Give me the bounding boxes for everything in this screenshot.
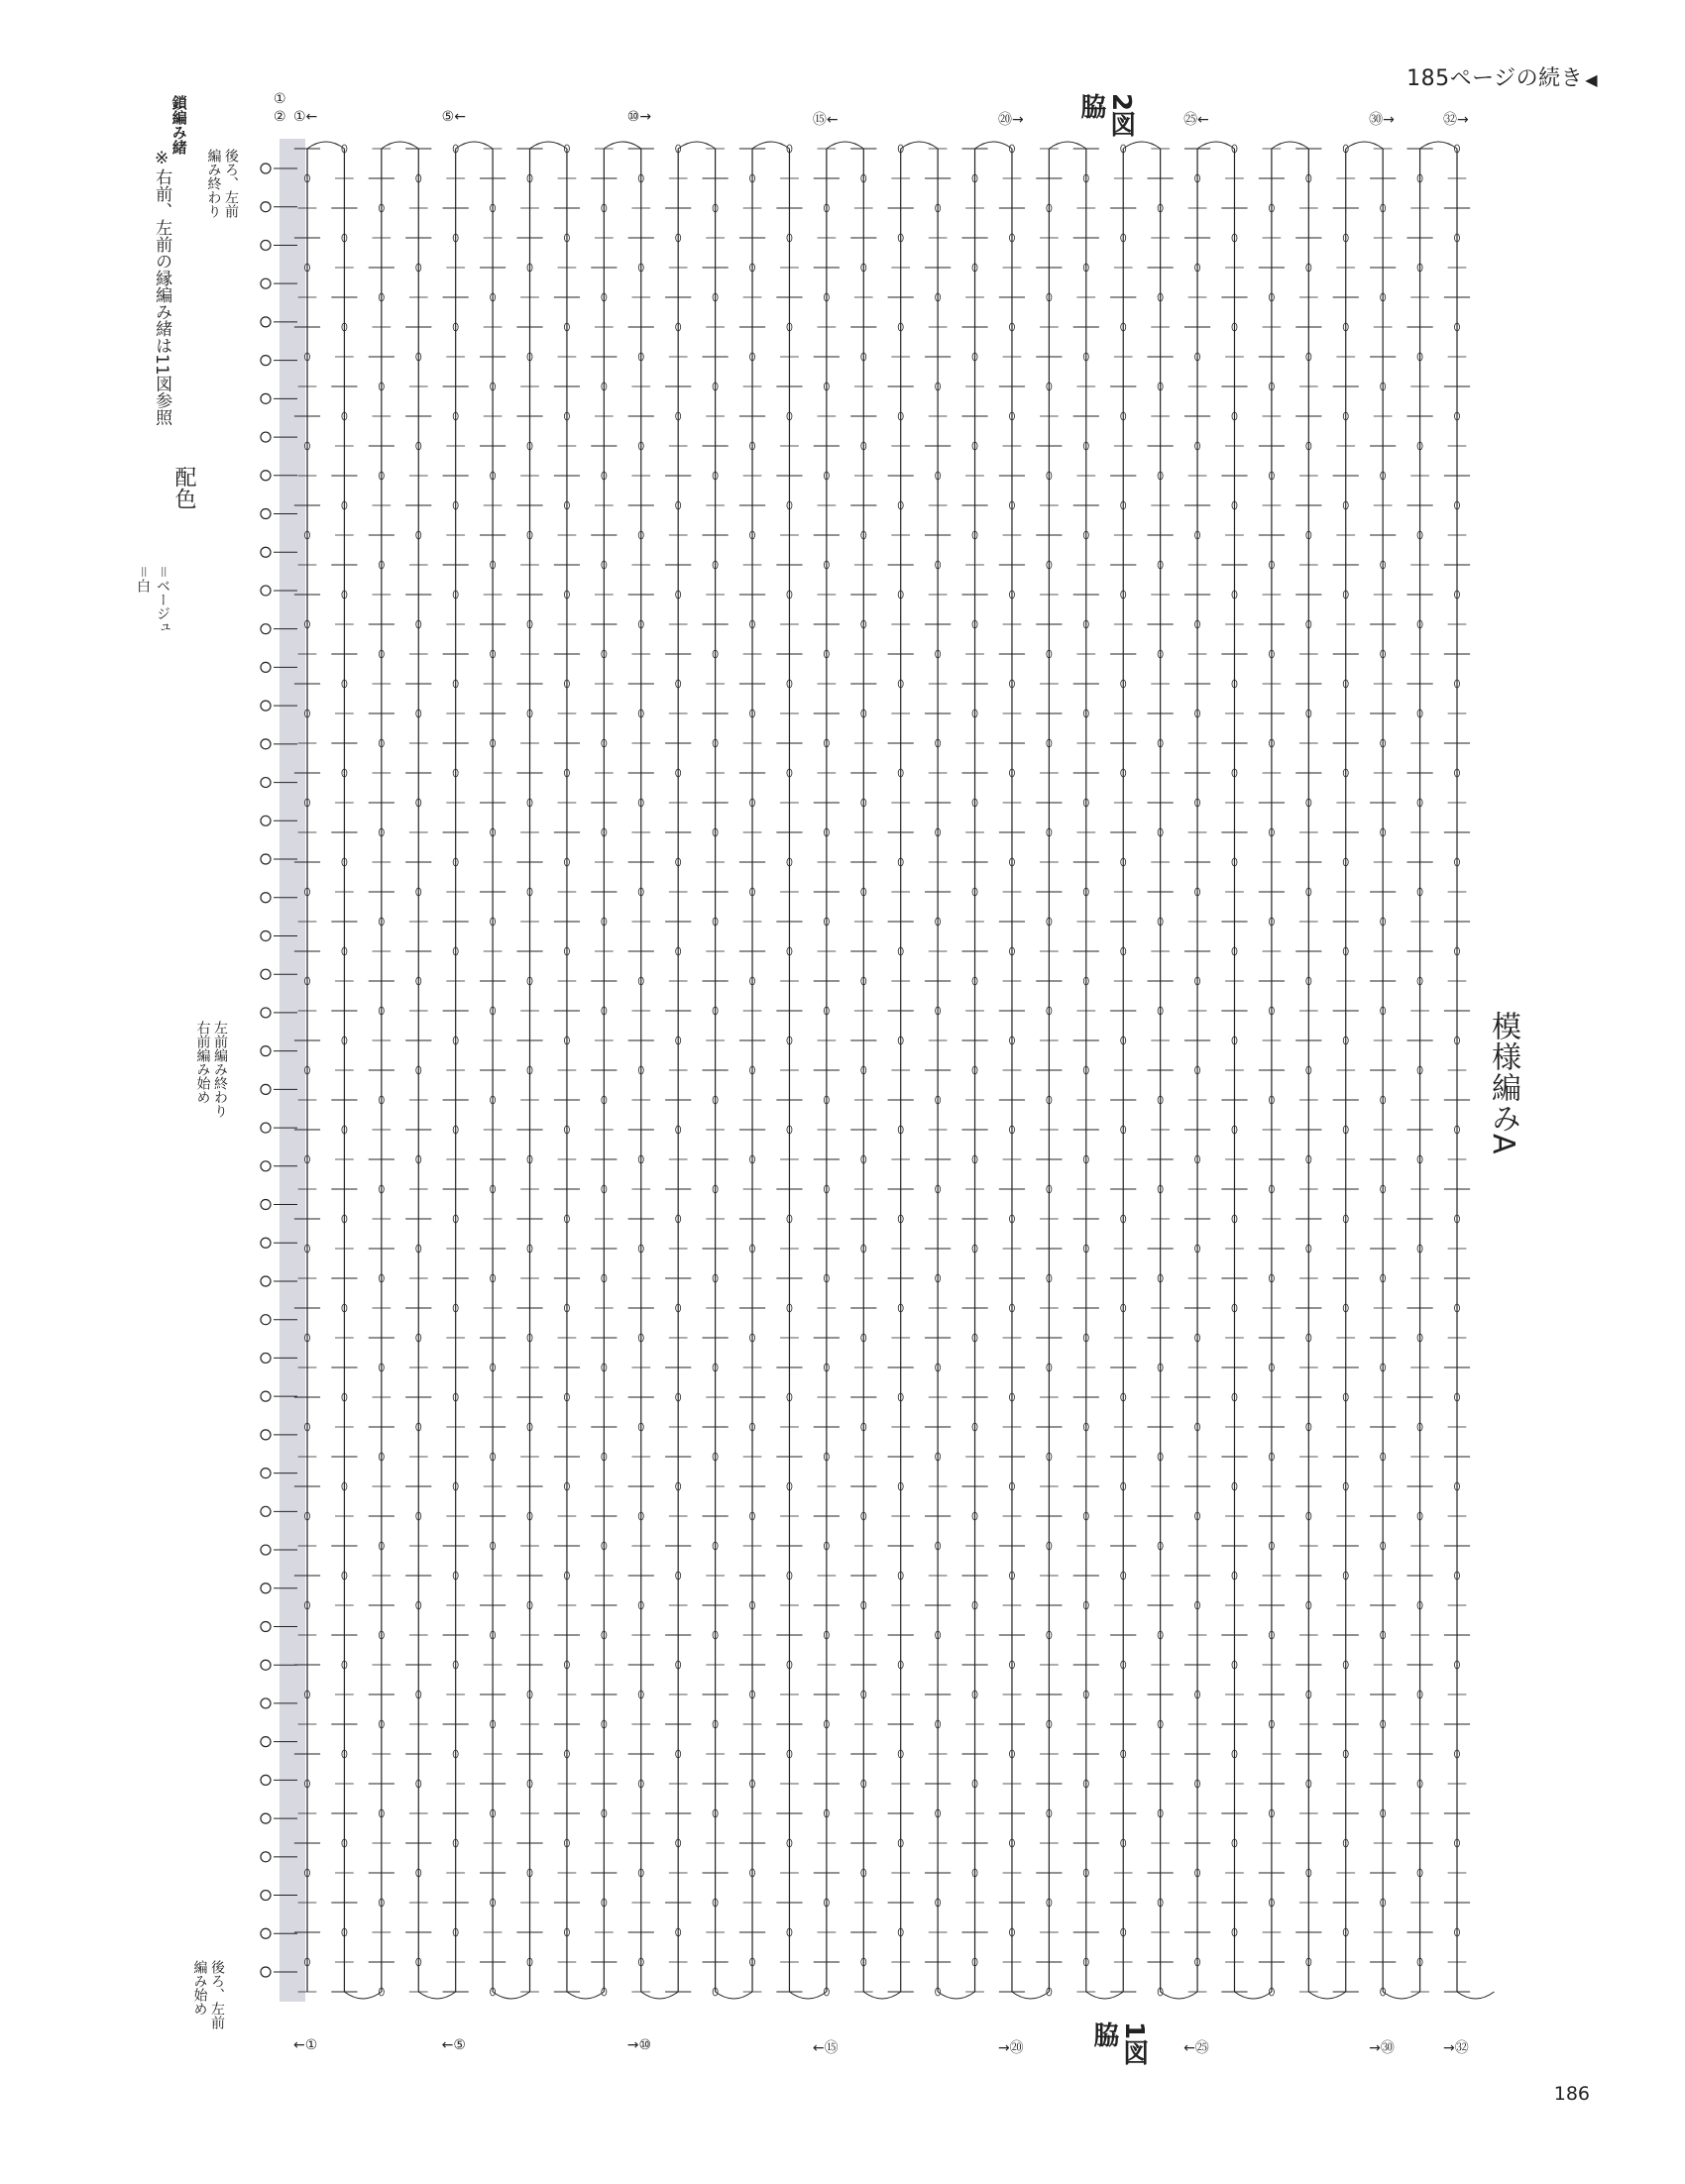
picot-mark xyxy=(261,1506,271,1516)
picot-mark xyxy=(261,1046,271,1056)
row-label-2: ② xyxy=(274,109,286,125)
turning-chain-top xyxy=(1197,142,1234,149)
column-marker-top: ①← xyxy=(293,109,318,125)
chain-cord-label: 鎖編み緒 xyxy=(169,95,188,155)
reference-note: ※右前、左前の縁編み緒は11図参照 xyxy=(152,149,172,426)
column-marker-top: ⑩→ xyxy=(626,109,652,125)
column-marker-bottom: →⑩ xyxy=(626,2037,652,2053)
turning-chain-top xyxy=(1346,142,1383,149)
column-marker-top: ㉚→ xyxy=(1369,112,1395,128)
continued-text: 185ページの続き xyxy=(1406,66,1584,91)
turning-chain-top xyxy=(827,142,863,149)
legend-white: ＝白 xyxy=(135,565,151,593)
picot-mark xyxy=(261,1891,271,1901)
figure-2-number: 2図 xyxy=(1105,93,1136,138)
turning-chain-bottom xyxy=(1086,1992,1123,1999)
picot-mark xyxy=(261,739,271,749)
turning-chain-bottom xyxy=(863,1992,900,1999)
column-marker-bottom: ←⑮ xyxy=(812,2040,839,2056)
turning-chain-top xyxy=(1272,142,1308,149)
turning-chain-bottom xyxy=(1308,1992,1345,1999)
turning-chain-bottom xyxy=(938,1992,974,1999)
picot-mark xyxy=(261,1967,271,1977)
picot-mark xyxy=(261,1315,271,1325)
turning-chain-top xyxy=(604,142,640,149)
picot-mark xyxy=(261,317,271,327)
mid-note-line1: 左前編み終わり xyxy=(212,1021,228,1118)
picot-mark xyxy=(261,930,271,940)
picot-mark xyxy=(261,624,271,634)
turning-chain-top xyxy=(1420,142,1457,149)
turning-chain-bottom xyxy=(418,1992,455,1999)
picot-mark xyxy=(261,1621,271,1631)
picot-mark xyxy=(261,662,271,672)
figure-2-side: 脇 xyxy=(1075,93,1106,119)
mid-note-line2: 右前編み始め xyxy=(194,1021,211,1104)
picot-mark xyxy=(261,1353,271,1363)
column-marker-bottom: →⑳ xyxy=(997,2040,1024,2056)
column-marker-top: ⑤← xyxy=(441,109,466,125)
picot-mark xyxy=(261,1737,271,1747)
picot-mark xyxy=(261,432,271,442)
column-marker-bottom: →㉚ xyxy=(1369,2040,1395,2056)
turning-chain-top xyxy=(382,142,418,149)
column-marker-bottom: ←⑤ xyxy=(441,2037,466,2053)
turning-chain-top xyxy=(1049,142,1085,149)
picot-mark xyxy=(261,509,271,519)
picot-mark xyxy=(261,356,271,366)
turning-chain-bottom xyxy=(641,1992,678,1999)
picot-mark xyxy=(261,1123,271,1133)
picot-mark xyxy=(261,1852,271,1862)
column-marker-top: ㉕← xyxy=(1183,112,1209,128)
column-marker-top: ⑳→ xyxy=(997,112,1024,128)
picot-mark xyxy=(261,240,271,250)
turning-chain-bottom xyxy=(1234,1992,1271,1999)
page-number: 186 xyxy=(1553,2083,1590,2105)
picot-mark xyxy=(261,1238,271,1248)
turning-chain-bottom xyxy=(1012,1992,1049,1999)
picot-mark xyxy=(261,1200,271,1210)
picot-mark xyxy=(261,471,271,481)
left-triangle-icon: ◀ xyxy=(1585,70,1598,89)
picot-mark xyxy=(261,1430,271,1440)
picot-mark xyxy=(261,202,271,212)
picot-mark xyxy=(261,547,271,557)
legend-title: 配色 xyxy=(171,466,196,509)
turning-chain-bottom xyxy=(344,1992,381,1999)
turning-chain-top xyxy=(678,142,715,149)
picot-mark xyxy=(261,1545,271,1555)
turning-chain-bottom xyxy=(1161,1992,1197,1999)
picot-mark xyxy=(261,1775,271,1785)
picot-mark xyxy=(261,701,271,710)
picot-mark xyxy=(261,1391,271,1401)
picot-mark xyxy=(261,1698,271,1708)
turning-chain-top xyxy=(530,142,567,149)
figure-1-side: 脇 xyxy=(1088,2021,1119,2047)
picot-mark xyxy=(261,164,271,173)
turning-chain-bottom xyxy=(1383,1992,1419,1999)
row-label-1: ① xyxy=(274,91,286,107)
turning-chain-bottom xyxy=(1457,1992,1494,1999)
picot-mark xyxy=(261,1469,271,1478)
picot-mark xyxy=(261,1161,271,1171)
picot-mark xyxy=(261,1928,271,1938)
picot-mark xyxy=(261,1084,271,1094)
turning-chain-top xyxy=(901,142,938,149)
start-label-bottom-line1: 後ろ、左前 xyxy=(209,1960,225,2029)
column-marker-bottom: ←① xyxy=(293,2037,318,2053)
picot-mark xyxy=(261,1660,271,1670)
turning-chain-bottom xyxy=(716,1992,752,1999)
picot-mark xyxy=(261,1008,271,1018)
start-label-bottom-line2: 編み始め xyxy=(191,1960,208,2016)
legend-beige: ＝ベージュ xyxy=(155,565,170,634)
column-marker-top: ⑮← xyxy=(812,112,839,128)
picot-mark xyxy=(261,893,271,903)
pattern-title: 模様編みA xyxy=(1486,1011,1520,1155)
edging-band xyxy=(280,139,305,2002)
picot-mark xyxy=(261,816,271,825)
picot-mark xyxy=(261,1813,271,1823)
picot-mark xyxy=(261,969,271,979)
column-marker-bottom: →㉜ xyxy=(1443,2040,1469,2056)
column-marker-bottom: ←㉕ xyxy=(1183,2040,1209,2056)
column-marker-top: ㉜→ xyxy=(1443,112,1469,128)
end-label-top-line1: 後ろ、左前 xyxy=(223,149,239,218)
end-label-top-line2: 編み終わり xyxy=(205,149,222,218)
turning-chain-top xyxy=(307,142,344,149)
picot-mark xyxy=(261,854,271,864)
turning-chain-top xyxy=(975,142,1012,149)
picot-mark xyxy=(261,1583,271,1593)
turning-chain-top xyxy=(1123,142,1160,149)
turning-chain-top xyxy=(456,142,493,149)
picot-mark xyxy=(261,1276,271,1286)
turning-chain-bottom xyxy=(567,1992,604,1999)
picot-mark xyxy=(261,393,271,403)
turning-chain-bottom xyxy=(789,1992,826,1999)
picot-mark xyxy=(261,778,271,788)
turning-chain-bottom xyxy=(493,1992,529,1999)
picot-mark xyxy=(261,278,271,288)
picot-mark xyxy=(261,586,271,596)
figure-1-number: 1図 xyxy=(1118,2021,1149,2066)
turning-chain-top xyxy=(752,142,789,149)
